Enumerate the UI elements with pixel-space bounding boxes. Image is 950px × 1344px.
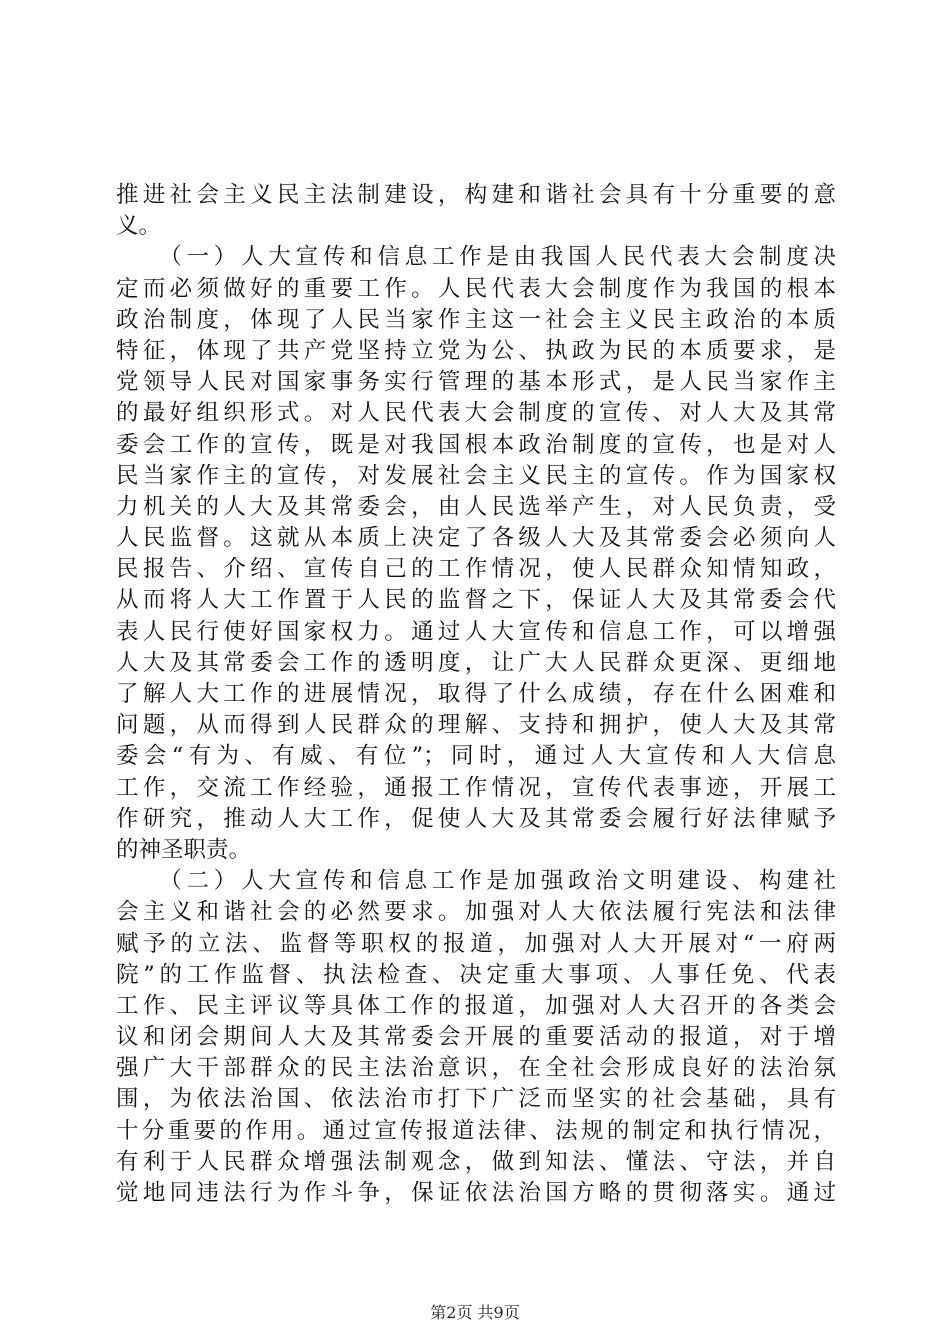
body-text-line: 工作、民主评议等具体工作的报道，加强对人大召开的各类会 bbox=[116, 992, 836, 1019]
body-text-line: 工作，交流工作经验，通报工作情况，宣传代表事迹，开展工 bbox=[116, 774, 836, 801]
body-text-line: 围，为依法治国、依法治市打下广泛而坚实的社会基础，具有 bbox=[116, 1086, 836, 1113]
body-text-line: 人大及其常委会工作的透明度，让广大人民群众更深、更细地 bbox=[116, 649, 836, 676]
page-number-footer: 第2页 共9页 bbox=[430, 1303, 520, 1322]
body-text-line: 十分重要的作用。通过宣传报道法律、法规的制定和执行情况， bbox=[116, 1117, 836, 1144]
body-text-line: 有利于人民群众增强法制观念，做到知法、懂法、守法，并自 bbox=[116, 1148, 836, 1175]
body-text-line: 民当家作主的宣传，对发展社会主义民主的宣传。作为国家权 bbox=[116, 462, 836, 489]
body-text-line: 力机关的人大及其常委会，由人民选举产生，对人民负责，受 bbox=[116, 493, 836, 520]
body-text-line: 问题，从而得到人民群众的理解、支持和拥护，使人大及其常 bbox=[116, 712, 836, 739]
body-text-line: 推进社会主义民主法制建设，构建和谐社会具有十分重要的意 bbox=[116, 182, 836, 208]
body-text-line: 民报告、介绍、宣传自己的工作情况，使人民群众知情知政， bbox=[116, 556, 836, 583]
body-text-line: 了解人大工作的进展情况，取得了什么成绩，存在什么困难和 bbox=[116, 681, 836, 707]
body-text-line: 会主义和谐社会的必然要求。加强对人大依法履行宪法和法律 bbox=[116, 899, 836, 926]
body-text-line: 党领导人民对国家事务实行管理的基本形式，是人民当家作主 bbox=[116, 369, 836, 396]
body-text-line: （一）人大宣传和信息工作是由我国人民代表大会制度决 bbox=[116, 244, 836, 271]
body-text-line: 人民监督。这就从本质上决定了各级人大及其常委会必须向人 bbox=[116, 525, 836, 552]
document-body bbox=[116, 180, 836, 1209]
body-text-line: （二）人大宣传和信息工作是加强政治文明建设、构建社 bbox=[116, 868, 836, 895]
body-text-line: 的最好组织形式。对人民代表大会制度的宣传、对人大及其常 bbox=[116, 400, 836, 427]
body-text-line: 赋予的立法、监督等职权的报道，加强对人大开展对“一府两 bbox=[116, 930, 836, 957]
body-text-line: 院”的工作监督、执法检查、决定重大事项、人事任免、代表 bbox=[116, 961, 836, 988]
body-text-line: 觉地同违法行为作斗争，保证依法治国方略的贯彻落实。通过 bbox=[116, 1180, 836, 1206]
body-text-line: 从而将人大工作置于人民的监督之下，保证人大及其常委会代 bbox=[116, 587, 836, 614]
body-text-line: 表人民行使好国家权力。通过人大宣传和信息工作，可以增强 bbox=[116, 618, 836, 645]
body-text-line: 政治制度，体现了人民当家作主这一社会主义民主政治的本质 bbox=[116, 306, 836, 333]
body-text-line: 强广大干部群众的民主法治意识，在全社会形成良好的法治氛 bbox=[116, 1055, 836, 1082]
body-text-line: 的神圣职责。 bbox=[116, 836, 252, 863]
body-text-line: 委会工作的宣传，既是对我国根本政治制度的宣传，也是对人 bbox=[116, 431, 836, 458]
body-text-line: 作研究，推动人大工作，促使人大及其常委会履行好法律赋予 bbox=[116, 805, 836, 832]
body-text-line: 定而必须做好的重要工作。人民代表大会制度作为我国的根本 bbox=[116, 275, 836, 302]
body-text-line: 委会“有为、有威、有位”；同时，通过人大宣传和人大信息 bbox=[116, 743, 836, 770]
body-text-line: 议和闭会期间人大及其常委会开展的重要活动的报道，对于增 bbox=[116, 1024, 836, 1051]
body-text-line: 义。 bbox=[116, 213, 162, 240]
body-text-line: 特征，体现了共产党坚持立党为公、执政为民的本质要求，是 bbox=[116, 337, 836, 364]
